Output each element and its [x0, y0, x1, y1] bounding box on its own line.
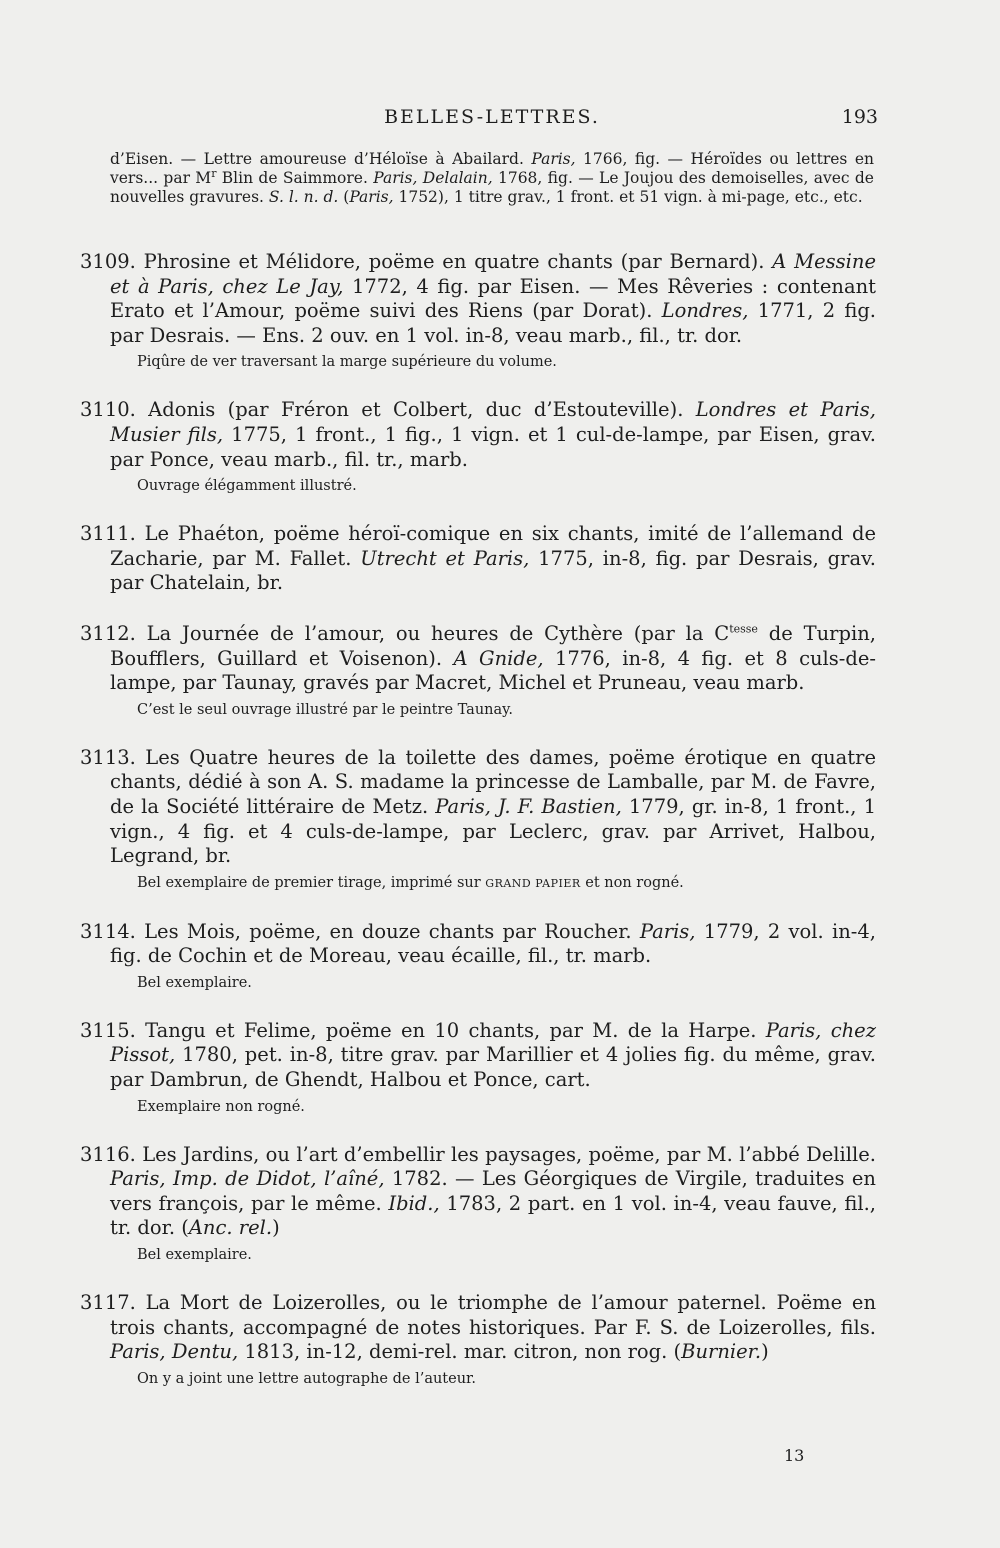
page-number: 193: [841, 106, 878, 128]
entry-text: 3109. Phrosine et Mélidore, poëme en quatre chants (par Bernard). A Messine et à Paris, chez Le Jay, 1772, 4 fig. par Eisen. — Mes Rêveries : contenant Erato et l’Amour, poëme suivi des Riens (par Dorat). Londres, 1771, 2 fig. par Desrais. — Ens. 2 ouv. en 1 vol. in-8, veau marb., fil., tr. dor.: [80, 250, 877, 347]
entry-note: Bel exemplaire de premier tirage, imprimé sur GRAND PAPIER et non rogné.: [137, 874, 684, 891]
catalogue-entry-3111: [80, 522, 876, 596]
catalogue-entry-3114: [80, 920, 876, 993]
entry-note: Exemplaire non rogné.: [137, 1098, 305, 1115]
entry-text: 3111. Le Phaéton, poëme héroï-comique en six chants, imité de l’allemand de Zacharie, par M. Fallet. Utrecht et Paris, 1775, in-8, fig. par Desrais, grav. par Chatelain, br.: [80, 522, 876, 595]
entry-number: 3110.: [80, 398, 136, 422]
catalogue-entry-3117: [80, 1291, 876, 1389]
running-title: BELLES-LETTRES.: [384, 106, 600, 128]
signature-mark: 13: [784, 1446, 805, 1465]
catalogue-entry-3113: [80, 746, 876, 894]
catalogue-entry-3116: [80, 1143, 876, 1265]
entry-note: On y a joint une lettre autographe de l’auteur.: [137, 1370, 476, 1387]
entry-text: 3115. Tangu et Felime, poëme en 10 chants, par M. de la Harpe. Paris, chez Pissot, 1780, pet. in-8, titre grav. par Marillier et 4 jolies fig. du même, grav. par Dambrun, de Ghendt, Halbou et Ponce, cart.: [80, 1018, 876, 1092]
entry-number: 3109.: [80, 250, 136, 273]
entry-note: Ouvrage élégamment illustré.: [137, 478, 357, 495]
catalogue-entry-3109: [80, 250, 876, 372]
catalogue-entry-3110: [80, 398, 876, 496]
entry-text: 3116. Les Jardins, ou l’art d’embellir les paysages, poëme, par M. l’abbé Delille. Paris, Imp. de Didot, l’aîné, 1782. — Les Géorgiques de Virgile, traduites en vers françois, par le même. Ibid., 1783, 2 part. en 1 vol. in-4, veau fauve, fil., tr. dor. (Anc. rel.): [80, 1142, 876, 1240]
entry-number: 3117.: [80, 1291, 136, 1315]
entry-note: Bel exemplaire.: [137, 974, 252, 991]
entry-number: 3116.: [80, 1142, 136, 1166]
entry-number: 3112.: [80, 621, 136, 645]
entry-text: 3110. Adonis (par Fréron et Colbert, duc d’Estouteville). Londres et Paris, Musier fils, 1775, 1 front., 1 fig., 1 vign. et 1 cul-de-lampe, par Eisen, grav. par Ponce, veau marb., fil. tr., marb.: [80, 398, 876, 471]
continuation-paragraph: d’Eisen. — Lettre amoureuse d’Héloïse à Abailard. Paris, 1766, fig. — Héroïdes ou lettres en vers... par $M^r$ Blin de Saimmore. Paris, Delalain, 1768, fig. — Le Joujou des demoiselles, avec de nouvelles gravures. S. l. n. d. (Paris, 1752), 1 titre grav., 1 front. et 51 vign. à mi-page, etc., etc.: [110, 150, 874, 206]
entry-text: 3117. La Mort de Loizerolles, ou le triomphe de l’amour paternel. Poëme en trois chants, accompagné de notes historiques. Par F. S. de Loizerolles, fils. Paris, Dentu, 1813, in-12, demi-rel. mar. citron, non rog. (Burnier.): [80, 1291, 876, 1364]
page-header: [108, 106, 876, 136]
entry-note: C’est le seul ouvrage illustré par le peintre Taunay.: [137, 701, 514, 718]
catalogue-entry-3112: [80, 622, 876, 720]
entry-note: Piqûre de ver traversant la marge supérieure du volume.: [137, 354, 557, 371]
entry-number: 3113.: [80, 745, 136, 769]
entry-text: 3114. Les Mois, poëme, en douze chants par Roucher. Paris, 1779, 2 vol. in-4, fig. de Cochin et de Moreau, veau écaille, fil., tr. marb.: [80, 919, 876, 968]
entry-number: 3114.: [80, 919, 136, 943]
entry-number: 3115.: [80, 1018, 136, 1042]
entry-text: 3112. La Journée de l’amour, ou heures de Cythère (par la $C^{tesse}$ de Turpin, Boufflers, Guillard et Voisenon). A Gnide, 1776, in-8, 4 fig. et 8 culs-de-lampe, par Taunay, gravés par Macret, Michel et Pruneau, veau marb.: [80, 621, 876, 695]
catalogue-entries: [80, 250, 876, 1415]
catalogue-entry-3115: [80, 1019, 876, 1117]
entry-number: 3111.: [80, 522, 136, 546]
entry-text: 3113. Les Quatre heures de la toilette des dames, poëme érotique en quatre chants, dédié à son A. S. madame la princesse de Lamballe, par M. de Favre, de la Société littéraire de Metz. Paris, J. F. Bastien, 1779, gr. in-8, 1 front., 1 vign., 4 fig. et 4 culs-de-lampe, par Leclerc, grav. par Arrivet, Halbou, Legrand, br.: [80, 745, 876, 868]
entry-note: Bel exemplaire.: [137, 1247, 252, 1264]
